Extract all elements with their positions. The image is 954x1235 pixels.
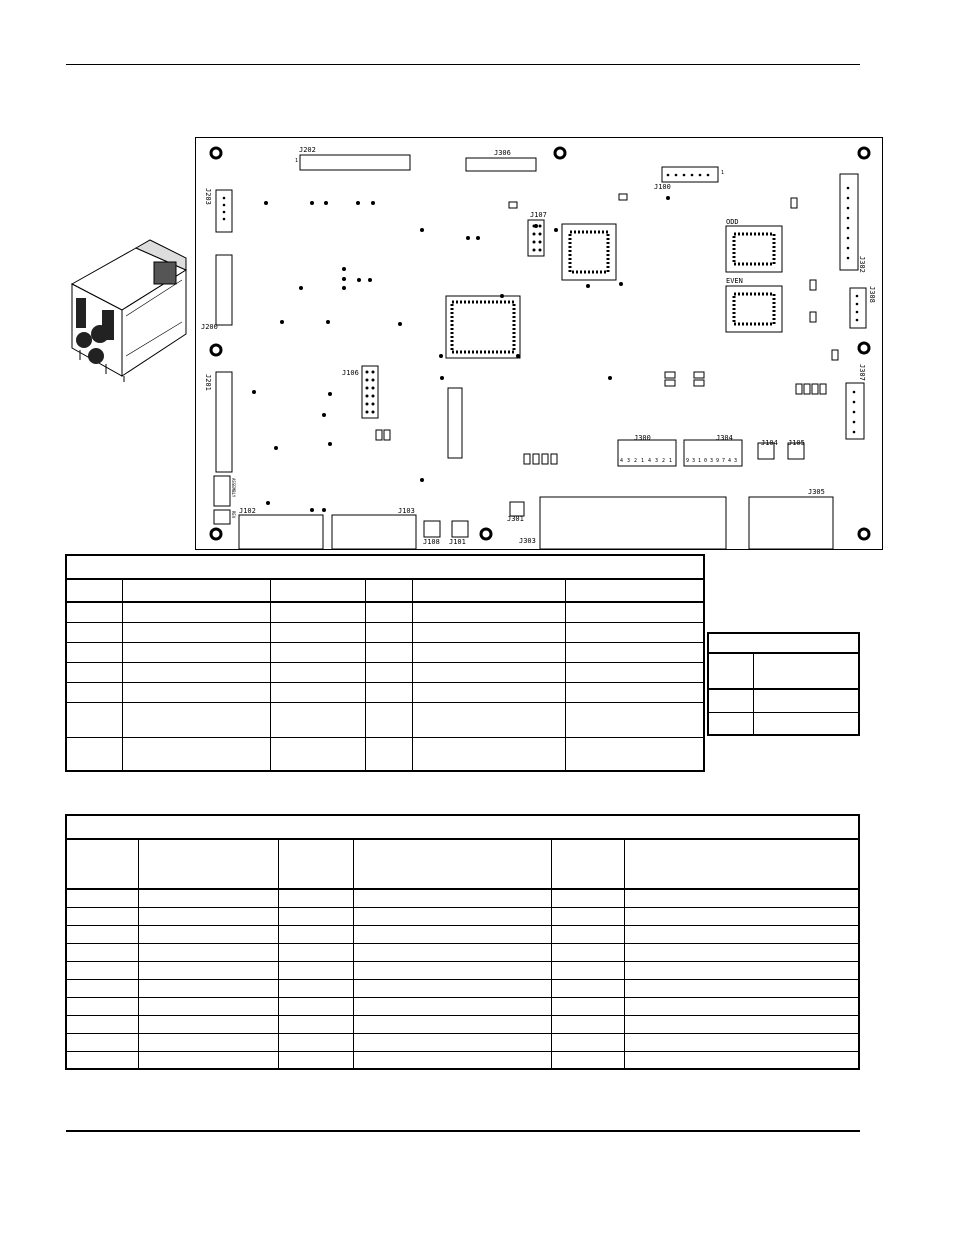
j304-pin-label: 9 [716,458,720,464]
assembly-label: ASSEMBLY [231,478,236,498]
connector-j101-label: J101 [449,538,466,546]
table-one-title-row [66,555,704,579]
connector-j302-label: J302 [858,256,866,273]
connector-j102-label: J102 [239,507,256,515]
table-row [66,979,859,997]
table-row [66,1051,859,1069]
pcb-artwork [196,138,882,549]
table-row [66,961,859,979]
table-row [66,702,704,737]
connector-j303-label: J303 [519,537,536,545]
connector-j100-label: J100 [654,183,671,191]
top-rule [66,64,860,65]
table-three [65,814,860,1070]
connector-j200-label: J200 [201,323,218,331]
table-row [66,622,704,642]
connector-j300-label: J300 [634,434,651,442]
j304-pin-label: 0 [704,458,708,464]
table-row [708,712,859,735]
connector-j106-label: J106 [342,369,359,377]
j304-pin-label: 7 [722,458,726,464]
connector-j108-label: J108 [423,538,440,546]
table-row [66,925,859,943]
j304-pin-label: 1 [698,458,702,464]
table-row [66,1015,859,1033]
j100-pin1-label: 1 [721,170,725,176]
table-one-header-row [66,579,704,602]
j304-pin-label: 4 [728,458,732,464]
table-row [66,682,704,702]
table-two [707,632,860,736]
connector-j201-label: J201 [204,374,212,391]
power-supply-illustration [66,236,192,382]
connector-j202-label: J202 [299,146,316,154]
connector-j301-label: J301 [507,515,524,523]
pcb-board-diagram [195,137,883,550]
socket-even-label: EVEN [726,277,743,285]
table-one [65,554,705,772]
table-row [66,662,704,682]
connector-j307-label: J307 [858,364,866,381]
connector-j103-label: J103 [398,507,415,515]
j300-pin-label: 1 [641,458,645,464]
rev-label: REV [231,511,236,519]
connector-j107-label: J107 [530,211,547,219]
table-three-title-row [66,815,859,839]
table-row [66,997,859,1015]
j304-pin-label: 3 [734,458,738,464]
j300-pin-label: 2 [662,458,666,464]
table-row [708,689,859,712]
table-row [66,602,704,622]
table-row [66,943,859,961]
table-two-title-row [708,633,859,653]
j300-pin-label: 4 [620,458,624,464]
j304-pin-label: 3 [710,458,714,464]
connector-j306-label: J306 [494,149,511,157]
table-two-header-row [708,653,859,689]
connector-j203-label: J203 [204,188,212,205]
connector-j104-label: J104 [761,439,778,447]
connector-j105-label: J105 [788,439,805,447]
j202-pin1-label: 1 [295,158,299,164]
j300-pin-label: 1 [669,458,673,464]
table-row [66,889,859,907]
table-row [66,642,704,662]
table-row [66,907,859,925]
table-row [66,737,704,771]
connector-j304-label: J304 [716,434,733,442]
socket-odd-label: ODD [726,218,739,226]
connector-j305-label: J305 [808,488,825,496]
bottom-rule [66,1130,860,1132]
table-three-header-row [66,839,859,889]
connector-j308-label: J308 [868,286,876,303]
j300-pin-label: 3 [627,458,631,464]
j300-pin-label: 2 [634,458,638,464]
table-row [66,1033,859,1051]
j300-pin-label: 4 [648,458,652,464]
j304-pin-label: 9 [686,458,690,464]
j300-pin-label: 3 [655,458,659,464]
j304-pin-label: 3 [692,458,696,464]
